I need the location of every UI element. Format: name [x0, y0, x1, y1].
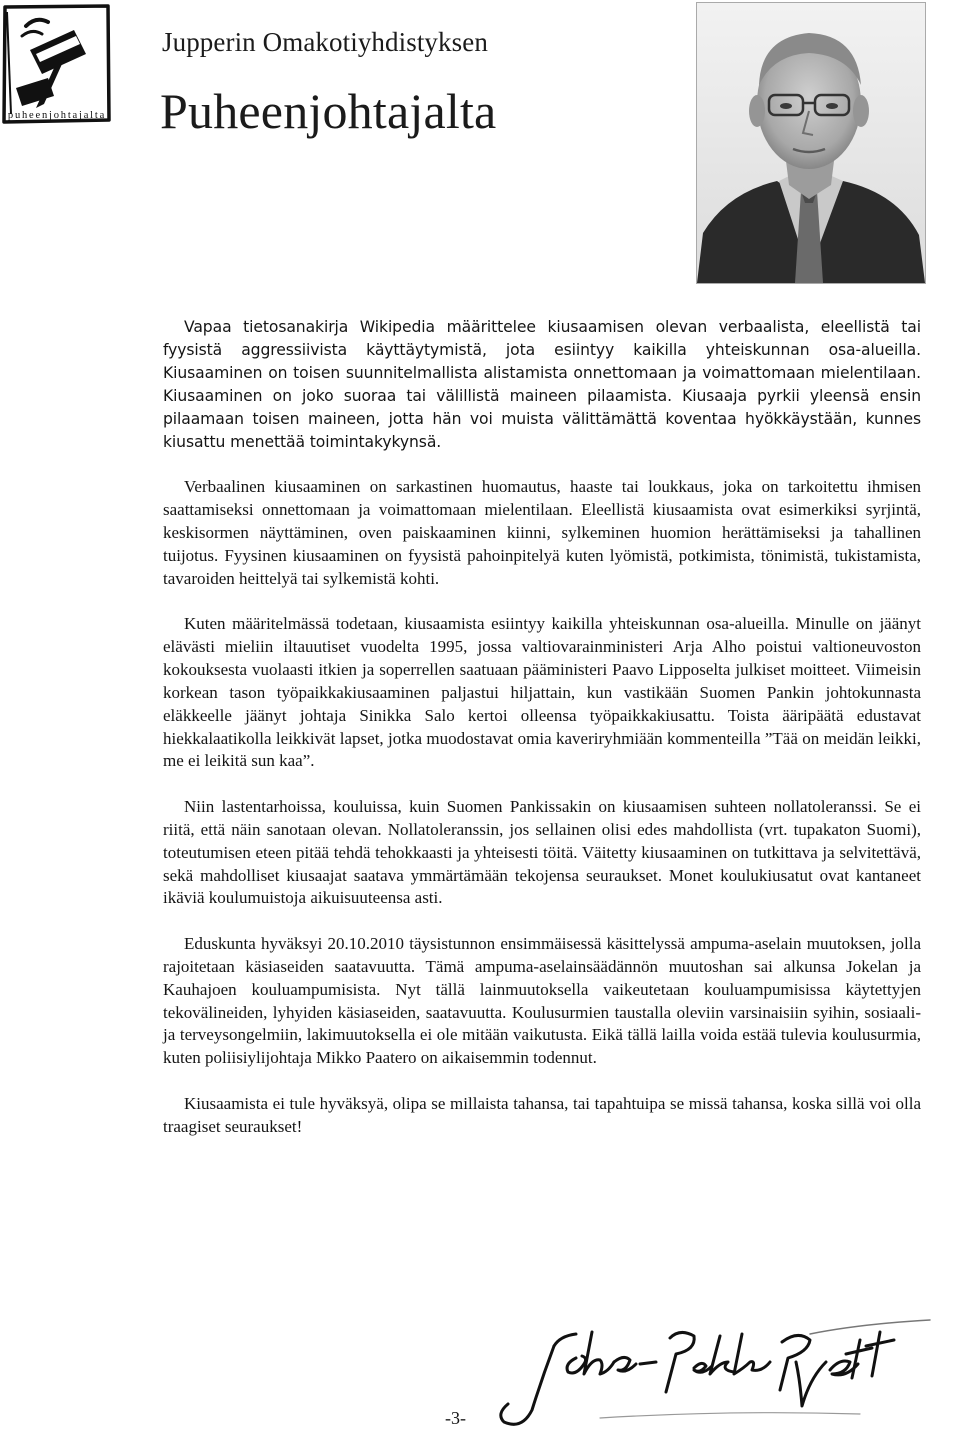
- header-super-title: Jupperin Omakotiyhdistyksen: [162, 27, 488, 57]
- paragraph: Kiusaamista ei tule hyväksyä, olipa se millaista tahansa, tai tapahtuipa se missä tahansa, koska sillä voi olla traagiset seuraukset!: [163, 1093, 921, 1136]
- svg-text:puheenjohtajalta: puheenjohtajalta: [7, 110, 107, 121]
- paragraph: Eduskunta hyväksyi 20.10.2010 täysistunnon ensimmäisessä käsittelyssä ampuma-aselain muutoksen, jolla rajoitetaan käsiaseiden saatavuutta. Tämä ampuma-aselainsäädännön muutoshan sai alkunsa Jokelan ja Kauhajoen kouluampumisista. Nyt tällä lainmuutoksella vaikeutetaan kouluampumisissa käytettyjen tekovälineiden, lyhyiden käsiaseiden, saatavuutta. Koulusurmien taustalla oleviin varsinaisiin syihin, sosiaali- ja terveysongelmiin, lakimuutoksella ei ole mitään vaikutusta. Eikä tällä lailla voida estää tulevia koulusurmia, kuten poliisiylijohtaja Mikko Paatero on aikaisemmin todennut.: [163, 933, 921, 1068]
- paragraph: Vapaa tietosanakirja Wikipedia määrittelee kiusaamisen olevan verbaalista, eleellistä tai fyysistä aggressiivista käyttäytymistä, jota esiintyy kaikilla yhteiskunnan osa-alueilla. Kiusaaminen on toisen suunnitelmallista alistamista onnettomaan ja voimattomaan mielentilaan. Kiusaaminen on joko suoraa tai välillistä maineen pilaamista. Kiusaaja pyrkii yleensä ensin pilaamaan toisen maineen, jotta hän voi muista välittämättä koventaa hyökkäystään, kunnes kiusattu menettää toimintakykynsä.: [163, 318, 921, 451]
- paragraph: Kuten määritelmässä todetaan, kiusaamista esiintyy kaikilla yhteiskunnan osa-alueilla. Minulle on jäänyt elävästi mieliin iltauutiset vuodelta 1995, jossa valtiovarainministeri Arja Alho poistui valtioneuvoston kokouksesta vuolaasti itkien ja soperrellen saatuaan pääministeri Paavo Lipposelta julkiset moitteet. Viimeisin korkean tason työpaikkakiusaaminen paljastui hiljattain, kun vastikään Suomen Pankin johtokunnasta eläkkeelle jäänyt johtaja Sinikka Salo kertoi olleensa työpaikkakiusattu. Toista ääripäätä edustavat hiekkalaatikolla leikkivät lapset, jotka muodostavat omia kaveriryhmiään kommenteilla ”Tää on meidän leikki, me ei leikitä sun kaa”.: [163, 613, 921, 771]
- portrait-photo: [696, 2, 926, 284]
- paragraph: Niin lastentarhoissa, kouluissa, kuin Suomen Pankissakin on kiusaamisen suhteen nollatoleranssi. Se ei riitä, että näin sanotaan olevan. Nollatoleranssin, jos sellainen olisi edes mahdollista (vrt. tupakaton Suomi), toteutumisen eteen pitää tehdä tehokkaasti ja yhteisesti töitä. Väitetty kiusaaminen on tutkittava ja selvitettävä, sekä mahdolliset kiusaajat saatava ymmärtämään tekojensa seuraukset. Monet koulukiusatut ovat kantaneet ikäviä koulumuistoja aikuisuuteensa asti.: [163, 796, 921, 908]
- page-number: -3-: [445, 1408, 466, 1428]
- paragraph: Verbaalinen kiusaaminen on sarkastinen huomautus, haaste tai loukkaus, joka on tarkoitettu ihmisen saattamiseksi onnettomaan ja voimattomaan mielentilaan. Eleellistä kiusaamista ovat esimerkiksi syrjintä, keskisormen näyttäminen, oven paiskaaminen kiinni, sylkeminen huomion herättämiseksi ja tahallinen tuijotus. Fyysinen kiusaaminen on fyysistä pahoinpitelyä kuten lyömistä, potkimista, tönimistä, tukistamista, tavaroiden heittelyä tai sylkemistä kohti.: [163, 476, 921, 588]
- page-title: Puheenjohtajalta: [160, 83, 497, 139]
- logo: [2, 4, 112, 126]
- signature: [480, 1318, 950, 1436]
- handwritten-signature: [480, 1318, 950, 1436]
- gavel-icon: [2, 4, 112, 126]
- article-body: [163, 316, 921, 1161]
